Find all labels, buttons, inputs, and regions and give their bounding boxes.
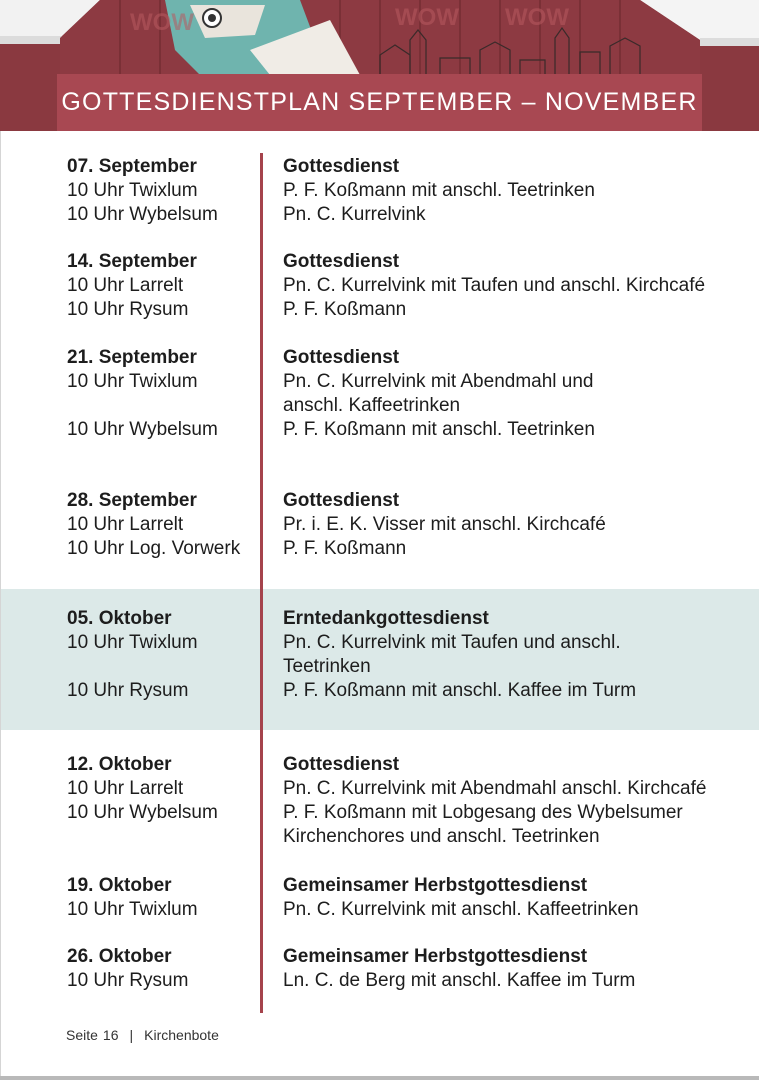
entry-time-place: 10 Uhr Larrelt [67, 514, 184, 535]
svg-text:WOW: WOW [505, 4, 569, 31]
entry-details: Ln. C. de Berg mit anschl. Kaffee im Turm [283, 970, 636, 991]
entry-time-place: 10 Uhr Twixlum [67, 371, 198, 392]
entry-details: Pn. C. Kurrelvink mit anschl. Kaffeetrinken [283, 899, 639, 920]
entry-time-place: 10 Uhr Wybelsum [67, 419, 218, 440]
page-label: Seite [66, 1027, 98, 1043]
entry-details: Pn. C. Kurrelvink [283, 204, 426, 225]
entry-service: Gemeinsamer Herbstgottesdienst [283, 946, 588, 967]
header-artwork [0, 0, 759, 131]
schedule-entry [0, 872, 759, 922]
entry-time-place: 10 Uhr Rysum [67, 680, 189, 701]
schedule-entry [0, 248, 759, 323]
entry-date: 05. Oktober [67, 608, 172, 629]
entry-date: 07. September [67, 156, 197, 177]
page-bottom-edge [0, 1076, 759, 1080]
entry-service: Gottesdienst [283, 490, 400, 511]
entry-details: anschl. Kaffeetrinken [283, 395, 461, 416]
entry-details: Teetrinken [283, 656, 371, 677]
column-divider [260, 153, 263, 1013]
entry-time-place: 10 Uhr Larrelt [67, 778, 184, 799]
page-number: 16 [102, 1027, 119, 1043]
entry-service: Gottesdienst [283, 156, 400, 177]
schedule-entry [0, 487, 759, 562]
entry-details: P. F. Koßmann mit anschl. Teetrinken [283, 180, 595, 201]
entry-time-place: 10 Uhr Wybelsum [67, 204, 218, 225]
entry-time-place: 10 Uhr Rysum [67, 299, 189, 320]
entry-time-place: 10 Uhr Twixlum [67, 632, 198, 653]
entry-details: Pn. C. Kurrelvink mit Taufen und anschl. Kirchcafé [283, 275, 706, 296]
footer-separator: | [129, 1027, 134, 1043]
entry-details: P. F. Koßmann [283, 538, 407, 559]
entry-service: Gottesdienst [283, 251, 400, 272]
entry-date: 19. Oktober [67, 875, 172, 896]
entry-details: Pn. C. Kurrelvink mit Abendmahl anschl. Kirchcafé [283, 778, 707, 799]
entry-details: P. F. Koßmann mit Lobgesang des Wybelsumer [283, 802, 683, 823]
entry-details: Pn. C. Kurrelvink mit Abendmahl und [283, 371, 594, 392]
entry-details: P. F. Koßmann mit anschl. Teetrinken [283, 419, 595, 440]
entry-date: 21. September [67, 347, 197, 368]
schedule-entry [0, 943, 759, 993]
entry-service: Erntedankgottesdienst [283, 608, 489, 629]
entry-service: Gottesdienst [283, 754, 400, 775]
svg-text:WOW: WOW [395, 4, 459, 31]
entry-date: 12. Oktober [67, 754, 172, 775]
entry-time-place: 10 Uhr Wybelsum [67, 802, 218, 823]
entry-time-place: 10 Uhr Larrelt [67, 275, 184, 296]
entry-time-place: 10 Uhr Rysum [67, 970, 189, 991]
schedule-entry [0, 344, 759, 444]
entry-details: Kirchenchores und anschl. Teetrinken [283, 826, 600, 847]
svg-text:WOW: WOW [130, 9, 194, 36]
entry-time-place: 10 Uhr Twixlum [67, 899, 198, 920]
publication-name: Kirchenbote [144, 1027, 219, 1043]
schedule-entry [0, 751, 759, 851]
entry-details: Pr. i. E. K. Visser mit anschl. Kirchcafé [283, 514, 606, 535]
entry-service: Gottesdienst [283, 347, 400, 368]
entry-time-place: 10 Uhr Twixlum [67, 180, 198, 201]
entry-details: P. F. Koßmann [283, 299, 407, 320]
entry-date: 28. September [67, 490, 197, 511]
entry-details: Pn. C. Kurrelvink mit Taufen und anschl. [283, 632, 621, 653]
schedule-entry [0, 153, 759, 228]
title-banner [57, 74, 702, 131]
entry-details: P. F. Koßmann mit anschl. Kaffee im Turm [283, 680, 637, 701]
entry-time-place: 10 Uhr Log. Vorwerk [67, 538, 241, 559]
entry-service: Gemeinsamer Herbstgottesdienst [283, 875, 588, 896]
entry-date: 14. September [67, 251, 197, 272]
schedule-entry-highlighted [0, 589, 759, 730]
entry-date: 26. Oktober [67, 946, 172, 967]
service-schedule [0, 131, 759, 1021]
page-footer [66, 1025, 219, 1045]
page-title: GOTTESDIENSTPLAN SEPTEMBER – NOVEMBER [61, 88, 698, 116]
page-edge [0, 131, 1, 1076]
